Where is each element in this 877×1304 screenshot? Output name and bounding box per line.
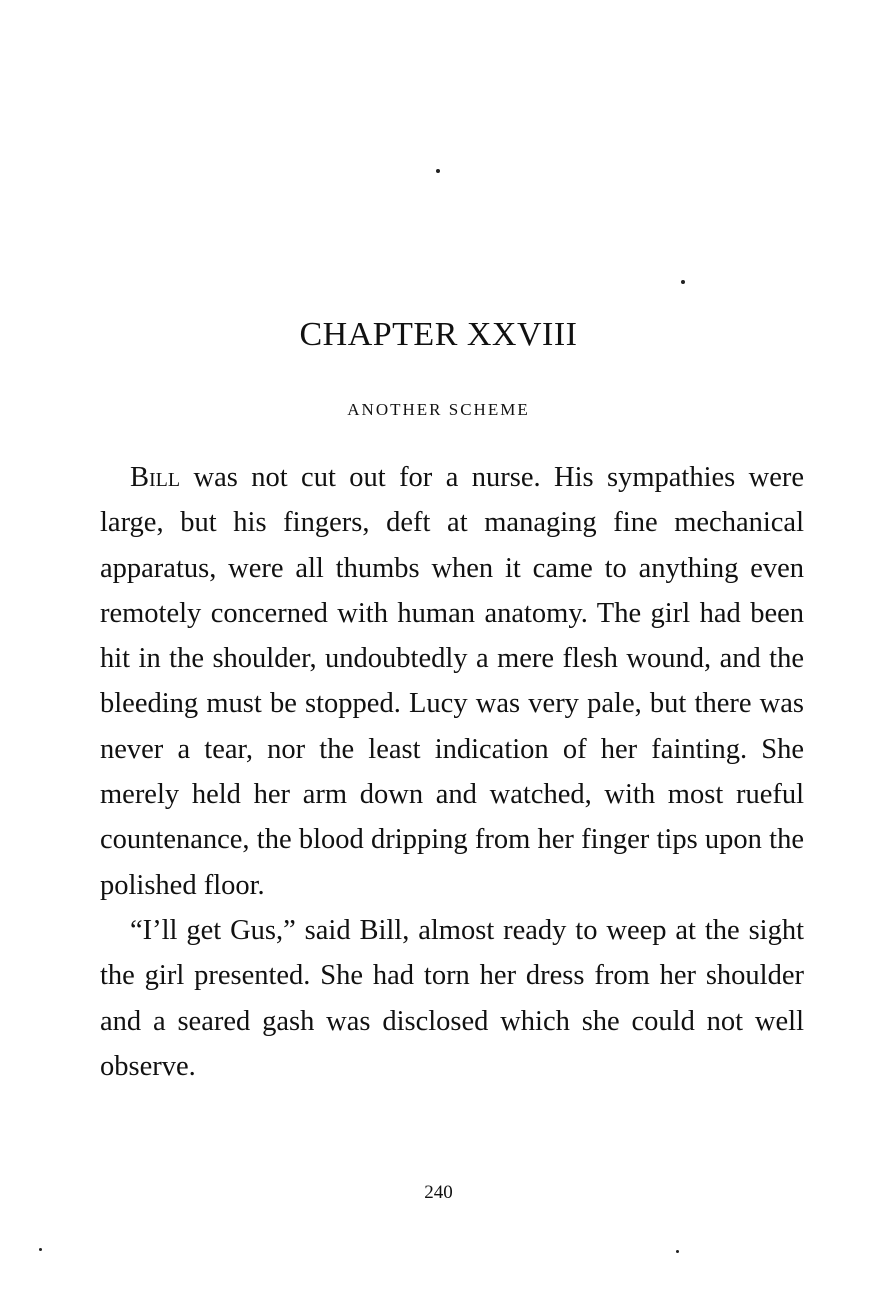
scan-speck bbox=[39, 1248, 42, 1251]
body-text bbox=[100, 455, 804, 1089]
paragraph-text: “I’ll get Gus,” said Bill, almost ready to weep at the sight the girl presented. She had torn her dress from her shoulder and a seared gash was disclosed which she could not well observe. bbox=[100, 914, 804, 1082]
page-number: 240 bbox=[424, 1182, 453, 1203]
chapter-subtitle: ANOTHER SCHEME bbox=[347, 400, 530, 419]
paragraph-text: was not cut out for a nurse. His sympathies were large, but his fingers, deft at managing fine mechanical apparatus, were all thumbs when it came to anything even remotely concerned with human anatomy. The girl had been hit in the shoulder, undoubtedly a mere flesh wound, and the bleeding must be stopped. Lucy was very pale, but there was never a tear, nor the least indication of her fainting. She merely held her arm down and watched, with most rueful countenance, the blood dripping from her finger tips upon the polished floor. bbox=[100, 462, 804, 901]
paragraph bbox=[100, 455, 804, 908]
scan-speck bbox=[676, 1250, 679, 1253]
chapter-title: CHAPTER XXVIII bbox=[299, 316, 578, 353]
paragraph bbox=[100, 908, 804, 1089]
scan-speck bbox=[436, 169, 440, 173]
scan-speck bbox=[681, 280, 685, 284]
lead-word: Bill bbox=[130, 462, 181, 493]
